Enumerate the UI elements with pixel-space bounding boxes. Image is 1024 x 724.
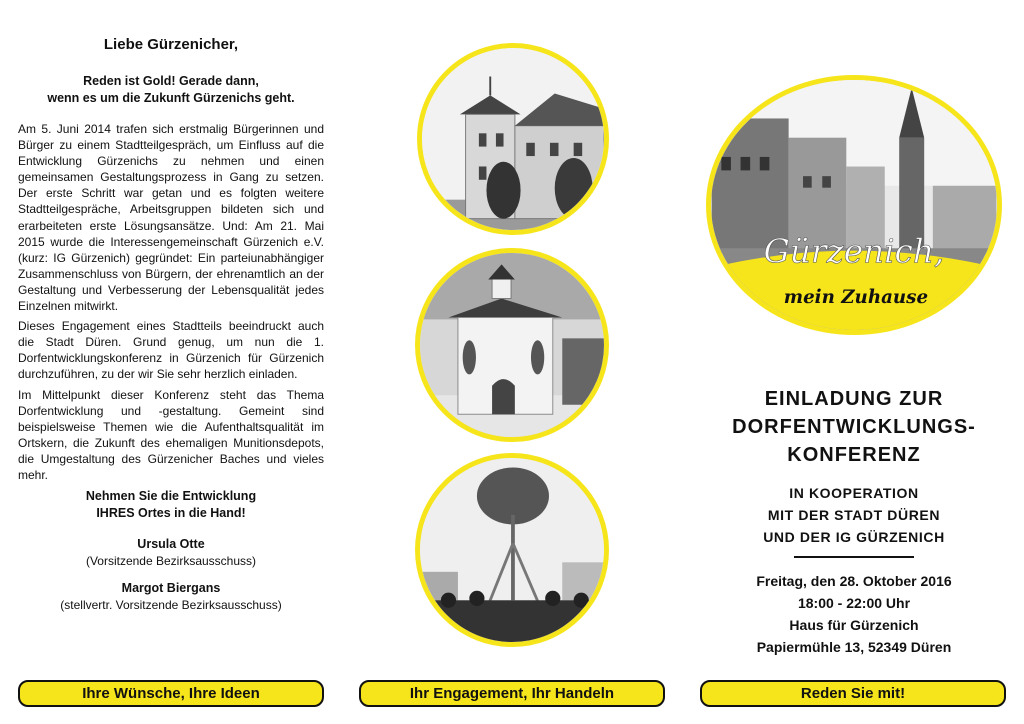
logo-circle	[706, 75, 1002, 335]
signer-1-role: (Vorsitzende Bezirksausschuss)	[85, 554, 257, 569]
paragraph-invitation: Dieses Engagement eines Stadtteils beeindruckt auch die Stadt Düren. Grund genug, um nun die 1. Dorfentwicklungskonferenz in Gürzenich für Gürzenich durchzuführen, zu der wir Sie sehr herzlich einladen.	[18, 319, 324, 382]
coop-line-3: UND DER IG GÜRZENICH	[763, 529, 945, 545]
footer-bar-wishes: Ihre Wünsche, Ihre Ideen	[18, 680, 324, 707]
invitation-column	[700, 385, 1008, 658]
paragraph-history: Am 5. Juni 2014 trafen sich erstmalig Bürgerinnen und Bürger zu einem Stadtteilgespräch, um Einfluss auf die Entwicklung Gürzenichs zu nehmen und einen gemeinsamen Gestaltungsprozess in Gang zu setzen. Der erste Schritt war getan und es folgten weitere Stadtteilgespräche, Arbeitsgruppen bildeten sich und erarbeiteten erste Lösungsansätze. Und: Am 21. Mai 2015 wurde die Interessengemeinschaft Gürzenich e.V. (kurz: IG Gürzenich) gegründet: Ein parteiunabhängiger Zusammenschluss von Bürgern, der ehrenamtlich an der Gestaltung und Verbesserung der Lebensqualität jedes Einzelnen mitwirkt.	[18, 122, 324, 314]
footer-bar-engagement: Ihr Engagement, Ihr Handeln	[359, 680, 665, 707]
signer-1-name: Ursula Otte	[137, 537, 205, 552]
cooperation-note	[700, 482, 1008, 548]
letter-column	[18, 36, 324, 614]
signer-2-name: Margot Biergans	[121, 581, 221, 596]
signer-2-role: (stellvertr. Vorsitzende Bezirksausschuss)	[60, 598, 282, 613]
call-to-action	[18, 488, 324, 522]
lead-line-1: Reden ist Gold! Gerade dann,	[83, 74, 259, 88]
divider	[794, 556, 914, 558]
photo-castle	[417, 43, 609, 235]
event-address: Papiermühle 13, 52349 Düren	[756, 639, 952, 655]
lead-text	[18, 73, 324, 107]
lead-line-2: wenn es um die Zukunft Gürzenichs geht.	[47, 91, 295, 105]
logo-tagline: mein Zuhause	[783, 287, 929, 309]
photo-chapel	[415, 248, 609, 442]
logo-name: Gürzenich,	[763, 232, 945, 271]
paragraph-topics: Im Mittelpunkt dieser Konferenz steht das Thema Dorfentwicklung und -gestaltung. Gemeint sind beispielsweise Themen wie die Aufenthaltsqualität im Ortskern, die Zukunft des ehemaligen Munitionsdepots, die Umgestaltung des Gürzenicher Baches und vieles mehr.	[18, 387, 324, 482]
town-street-illustration	[711, 80, 997, 330]
title-line-1: EINLADUNG ZUR	[764, 388, 944, 410]
photo-maypole	[415, 453, 609, 647]
coop-line-2: MIT DER STADT DÜREN	[767, 507, 941, 523]
coop-line-1: IN KOOPERATION	[789, 485, 919, 501]
event-details	[700, 570, 1008, 658]
cta-line-2: IHRES Ortes in die Hand!	[96, 506, 246, 521]
footer-bar-talk: Reden Sie mit!	[700, 680, 1006, 707]
title-line-3: KONFERENZ	[787, 444, 921, 466]
invitation-title	[700, 385, 1008, 469]
castle-illustration	[422, 48, 604, 230]
event-venue: Haus für Gürzenich	[789, 617, 919, 633]
event-time: 18:00 - 22:00 Uhr	[797, 595, 911, 611]
cta-line-1: Nehmen Sie die Entwicklung	[85, 489, 257, 504]
chapel-illustration	[420, 253, 604, 437]
event-date: Freitag, den 28. Oktober 2016	[756, 573, 952, 589]
title-line-2: DORFENTWICKLUNGS-	[732, 416, 976, 438]
greeting: Liebe Gürzenicher,	[103, 36, 239, 53]
maypole-illustration	[420, 458, 604, 642]
